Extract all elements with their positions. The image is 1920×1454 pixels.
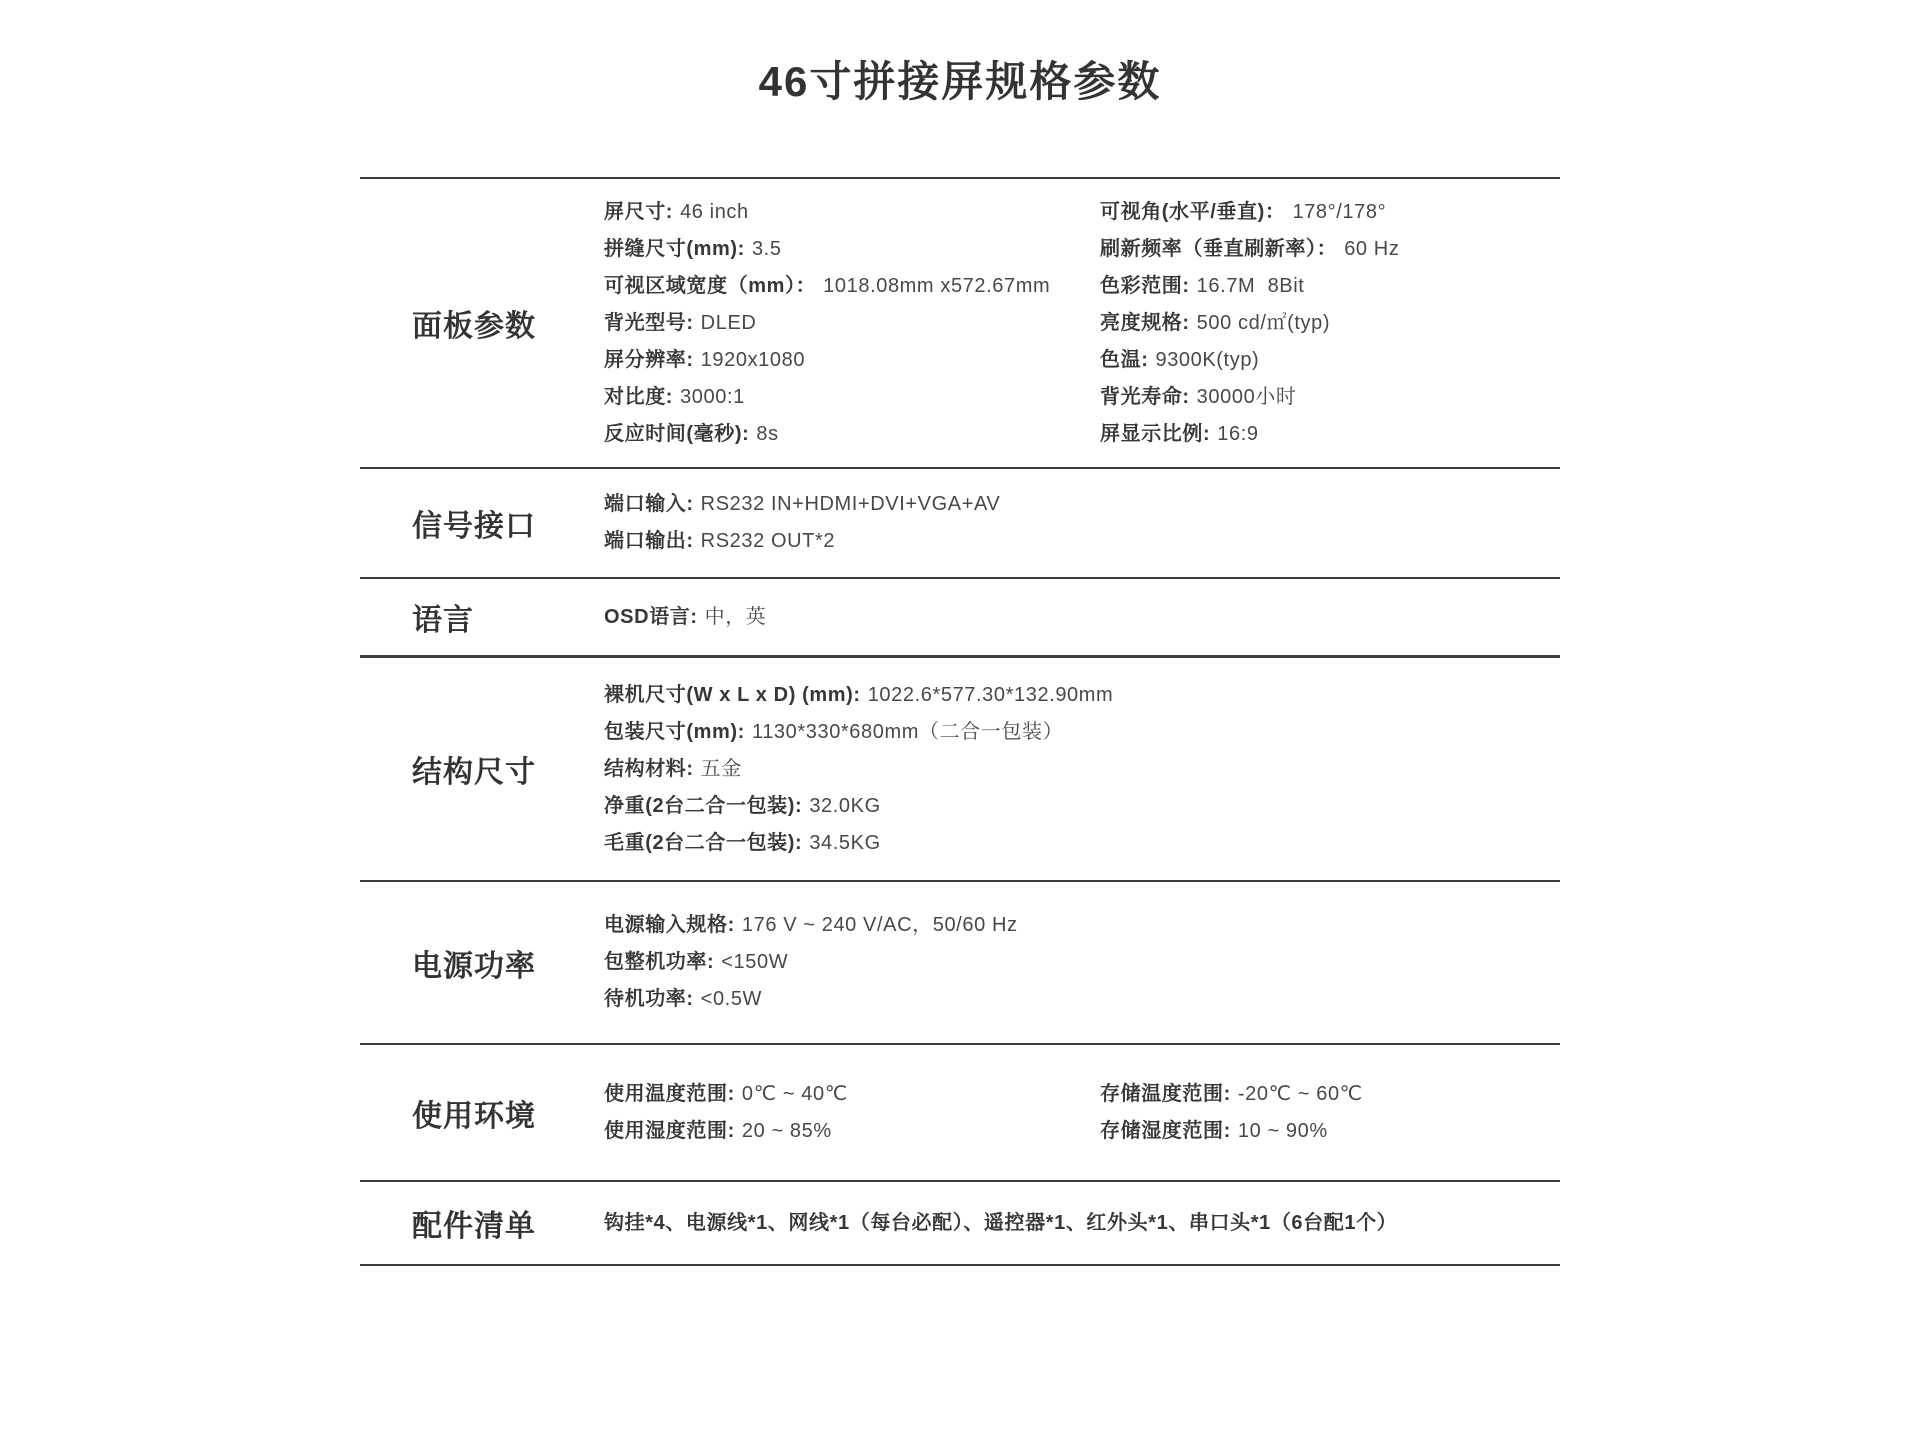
spec-label: 可视区域宽度（mm）： — [604, 274, 817, 297]
spec-value: <0.5W — [700, 988, 763, 1010]
row-refresh-rate — [1100, 231, 1560, 268]
section-panel-title: 面板参数 — [412, 310, 536, 343]
spec-value: 8s — [756, 422, 779, 445]
spec-value: 0℃ ~ 40℃ — [741, 1082, 848, 1105]
spec-label: 屏尺寸: — [604, 200, 674, 223]
spec-label: 屏显示比例: — [1100, 422, 1211, 445]
spec-label: 毛重(2台二合一包装): — [604, 831, 803, 854]
spec-label: 存储温度范围: — [1100, 1082, 1231, 1105]
row-response-time — [604, 416, 1100, 453]
spec-value: 16:9 — [1217, 422, 1259, 445]
row-port-output — [604, 523, 1560, 560]
spec-value: 1920x1080 — [700, 348, 806, 371]
row-backlight-life — [1100, 379, 1560, 416]
spec-value: 五金 — [700, 757, 742, 780]
spec-label: 亮度规格: — [1100, 311, 1190, 334]
row-resolution — [604, 342, 1100, 379]
spec-value: 1022.6*577.30*132.90mm — [867, 683, 1114, 706]
section-environment-title: 使用环境 — [412, 1099, 536, 1133]
spec-label: 背光型号: — [604, 311, 694, 334]
spec-label: 对比度: — [604, 385, 674, 408]
spec-label: 电源输入规格: — [604, 914, 735, 936]
section-accessories — [360, 1180, 1560, 1266]
spec-value: <150W — [721, 951, 789, 973]
spec-label: 使用温度范围: — [604, 1082, 735, 1105]
section-power-content — [604, 907, 1560, 1018]
spec-value: 16.7M 8Bit — [1196, 274, 1305, 297]
row-storage-temp — [1100, 1076, 1560, 1113]
section-language-title: 语言 — [412, 604, 474, 637]
row-operating-temp — [604, 1076, 1100, 1113]
row-machine-power — [604, 944, 1560, 981]
spec-label: 包装尺寸(mm): — [604, 720, 745, 743]
spec-label: 反应时间(毫秒): — [604, 422, 750, 445]
spec-value: 9300K(typ) — [1155, 348, 1260, 371]
spec-value: 46 inch — [680, 200, 749, 223]
panel-column-left — [604, 194, 1100, 453]
spec-table — [360, 177, 1560, 1266]
row-brightness — [1100, 305, 1560, 342]
section-language — [360, 577, 1560, 655]
spec-label: 可视角(水平/垂直)： — [1100, 200, 1286, 223]
spec-value: RS232 OUT*2 — [700, 530, 836, 552]
spec-label: 待机功率: — [604, 988, 694, 1010]
section-environment — [360, 1043, 1560, 1180]
section-signal-title: 信号接口 — [412, 510, 536, 543]
section-accessories-content — [604, 1205, 1560, 1242]
panel-column-right — [1100, 194, 1560, 453]
row-color-temp — [1100, 342, 1560, 379]
spec-value: 178°/178° — [1292, 200, 1387, 223]
row-standby-power — [604, 981, 1560, 1018]
row-unit-size — [604, 677, 1560, 714]
row-viewing-angle — [1100, 194, 1560, 231]
section-environment-content — [604, 1076, 1560, 1150]
row-osd-language — [604, 599, 1560, 636]
spec-label: 屏分辨率: — [604, 348, 694, 371]
spec-value: 中，英 — [704, 605, 767, 628]
section-power-title: 电源功率 — [412, 949, 536, 983]
row-package-size — [604, 714, 1560, 751]
section-panel — [360, 177, 1560, 467]
environment-column-right — [1100, 1076, 1560, 1150]
spec-value: 34.5KG — [809, 831, 881, 854]
spec-label: 包整机功率: — [604, 951, 715, 973]
section-signal — [360, 467, 1560, 577]
spec-label: 背光寿命: — [1100, 385, 1190, 408]
row-gross-weight — [604, 825, 1560, 862]
spec-value: 32.0KG — [809, 794, 881, 817]
spec-value: 3.5 — [751, 237, 782, 260]
spec-label: 色彩范围: — [1100, 274, 1190, 297]
spec-value: 1130*330*680mm（二合一包装） — [751, 720, 1064, 743]
spec-label: 存储湿度范围: — [1100, 1119, 1231, 1142]
spec-value: 20 ~ 85% — [741, 1119, 832, 1142]
spec-value: 1018.08mm x572.67mm — [823, 274, 1051, 297]
environment-column-left — [604, 1076, 1100, 1150]
row-storage-humidity — [1100, 1113, 1560, 1150]
row-accessories — [604, 1205, 1560, 1242]
spec-label: 刷新频率（垂直刷新率）： — [1100, 237, 1338, 260]
row-net-weight — [604, 788, 1560, 825]
spec-value: -20℃ ~ 60℃ — [1237, 1082, 1363, 1105]
section-signal-content — [604, 486, 1560, 560]
spec-label: 使用湿度范围: — [604, 1119, 735, 1142]
section-structure — [360, 655, 1560, 880]
row-color-range — [1100, 268, 1560, 305]
spec-label: OSD语言: — [604, 605, 698, 628]
section-structure-title: 结构尺寸 — [412, 756, 536, 789]
section-structure-content — [604, 677, 1560, 862]
section-accessories-title: 配件清单 — [412, 1210, 536, 1243]
spec-label: 净重(2台二合一包装): — [604, 794, 803, 817]
spec-value: 176 V ~ 240 V/AC，50/60 Hz — [741, 914, 1018, 936]
spec-value: RS232 IN+HDMI+DVI+VGA+AV — [700, 493, 1001, 515]
row-seam-size — [604, 231, 1100, 268]
row-port-input — [604, 486, 1560, 523]
row-visible-area — [604, 268, 1100, 305]
spec-value: 500 cd/㎡(typ) — [1196, 311, 1331, 334]
row-operating-humidity — [604, 1113, 1100, 1150]
row-aspect-ratio — [1100, 416, 1560, 453]
section-power — [360, 880, 1560, 1043]
spec-label: 裸机尺寸(W x L x D) (mm): — [604, 683, 861, 706]
row-power-input — [604, 907, 1560, 944]
row-backlight-type — [604, 305, 1100, 342]
page-title: 46寸拼接屏规格参数 — [758, 58, 1162, 105]
row-structure-material — [604, 751, 1560, 788]
spec-value: 10 ~ 90% — [1237, 1119, 1328, 1142]
spec-value: 60 Hz — [1344, 237, 1400, 260]
spec-value: 3000:1 — [680, 385, 745, 408]
row-screen-size — [604, 194, 1100, 231]
spec-label: 色温: — [1100, 348, 1149, 371]
spec-label: 端口输出: — [604, 530, 694, 552]
spec-label: 端口输入: — [604, 493, 694, 515]
spec-value: 30000小时 — [1196, 385, 1297, 408]
spec-label: 拼缝尺寸(mm): — [604, 237, 745, 260]
row-contrast — [604, 379, 1100, 416]
spec-value: DLED — [700, 311, 757, 334]
accessories-list-text: 钩挂*4、电源线*1、网线*1（每台必配）、遥控器*1、红外头*1、串口头*1（6台配1个） — [604, 1211, 1398, 1234]
section-panel-content — [604, 194, 1560, 453]
spec-label: 结构材料: — [604, 757, 694, 780]
section-language-content — [604, 599, 1560, 636]
